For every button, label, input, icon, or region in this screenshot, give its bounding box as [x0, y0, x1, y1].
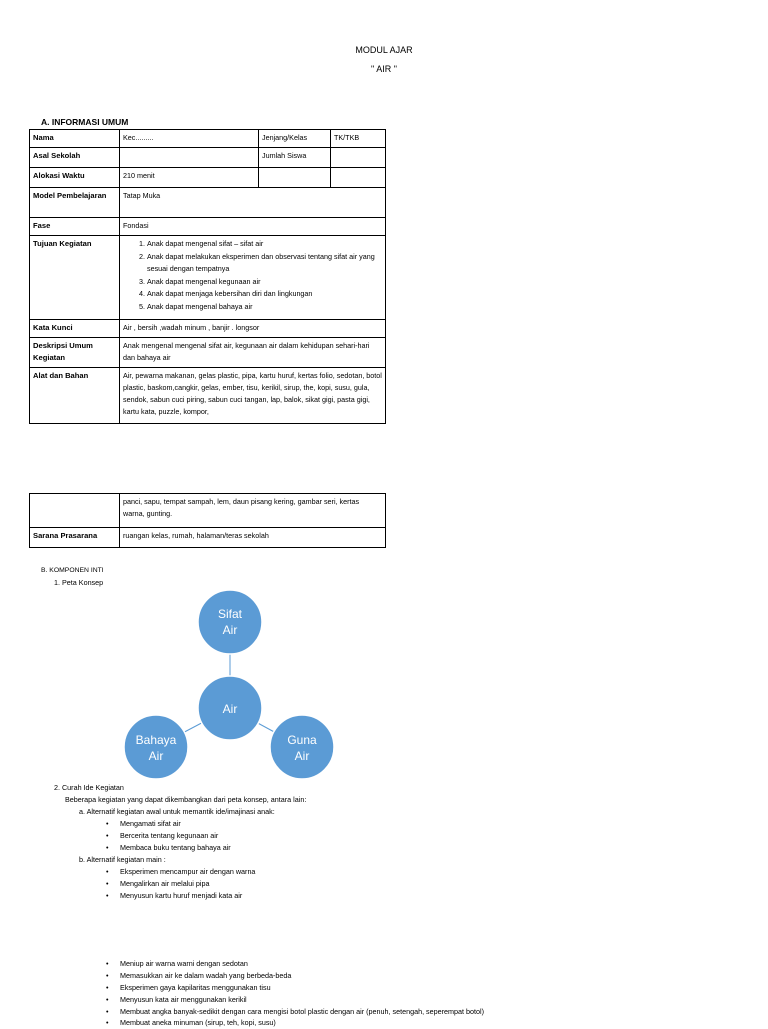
list-item: • Eksperimen mencampur air dengan warna	[106, 867, 256, 876]
section-a-heading: A. INFORMASI UMUM	[41, 117, 129, 127]
document-subtitle: " AIR "	[371, 64, 397, 74]
kata-kunci-label: Kata Kunci	[30, 320, 120, 338]
model-value: Tatap Muka	[120, 188, 386, 218]
fase-label: Fase	[30, 218, 120, 236]
alat-bahan-value: Air, pewarna makanan, gelas plastic, pipa, kartu huruf, kertas folio, sedotan, botol plastic, baskom,cangkir, gelas, ember, tisu, kerikil, sirup, the, kopi, susu, gula, sendok, sabun cuci piring, sabun cuci tangan, lap, balok, sikat gigi, pasta gigi, kartu kata, puzzle, kompor,	[120, 368, 386, 424]
tujuan-item: 1. Anak dapat mengenal sifat – sifat air	[147, 238, 382, 251]
sifat-air-node	[198, 590, 262, 654]
guna-air-node	[270, 715, 334, 779]
document-title: MODUL AJAR	[355, 45, 413, 55]
deskripsi-label: Deskripsi Umum Kegiatan	[30, 338, 120, 368]
list-item: • Menyusun kata air menggunakan kerikil	[106, 995, 247, 1004]
tujuan-item: 5. Anak dapat mengenal bahaya air	[147, 301, 382, 314]
bahaya-air-node	[124, 715, 188, 779]
tujuan-label: Tujuan Kegiatan	[30, 236, 120, 320]
list-item: • Eksperimen gaya kapilaritas menggunakan tisu	[106, 983, 271, 992]
node-label: Sifat	[217, 607, 243, 621]
list-item: • Menyusun kartu huruf menjadi kata air	[106, 891, 243, 900]
node-label: Air	[222, 702, 238, 716]
list-item: • Memasukkan air ke dalam wadah yang berbeda-beda	[106, 971, 292, 980]
list-item: • Membaca buku tentang bahaya air	[106, 843, 231, 852]
jumlah-siswa-label: Jumlah Siswa	[259, 148, 331, 168]
node-label: Air	[148, 749, 164, 763]
alokasi-waktu-value: 210 menit	[120, 168, 259, 188]
list-item: • Meniup air warna warni dengan sedotan	[106, 959, 248, 968]
alat-bahan-continued: panci, sapu, tempat sampah, lem, daun pisang kering, gambar seri, kertas warna, gunting.	[120, 494, 386, 528]
kata-kunci-value: Air , bersih ,wadah minum , banjir . longsor	[120, 320, 386, 338]
section-b-heading: B. KOMPONEN INTI	[41, 567, 104, 574]
fase-value: Fondasi	[120, 218, 386, 236]
alternatif-main-label: b. Alternatif kegiatan main :	[79, 855, 166, 864]
tujuan-item: 3. Anak dapat mengenal kegunaan air	[147, 276, 382, 289]
asal-sekolah-label: Asal Sekolah	[30, 148, 120, 168]
node-label: Guna	[287, 733, 317, 747]
peta-konsep-label: 1. Peta Konsep	[54, 578, 104, 587]
curah-ide-heading: 2. Curah Ide Kegiatan	[54, 783, 124, 792]
model-label: Model Pembelajaran	[30, 188, 120, 218]
list-item: • Bercerita tentang kegunaan air	[106, 831, 219, 840]
alokasi-waktu-label: Alokasi Waktu	[30, 168, 120, 188]
nama-value: Kec.........	[120, 130, 259, 148]
list-item: • Mengalirkan air melalui pipa	[106, 879, 210, 888]
tujuan-item: 4. Anak dapat menjaga kebersihan diri dan lingkungan	[147, 288, 382, 301]
sarana-label: Sarana Prasarana	[30, 528, 120, 548]
list-item: • Membuat angka banyak-sedikit dengan cara mengisi botol plastic dengan air (penuh, setengah, seperempat botol)	[106, 1007, 484, 1016]
alat-bahan-label: Alat dan Bahan	[30, 368, 120, 424]
node-label: Air	[294, 749, 310, 763]
jenjang-value: TK/TKB	[331, 130, 386, 148]
node-label: Air	[222, 623, 238, 637]
nama-label: Nama	[30, 130, 120, 148]
jenjang-label: Jenjang/Kelas	[259, 130, 331, 148]
list-item: • Membuat aneka minuman (sirup, teh, kopi, susu)	[106, 1018, 276, 1027]
deskripsi-value: Anak mengenal mengenal sifat air, kegunaan air dalam kehidupan sehari-hari dan bahaya air	[120, 338, 386, 368]
list-item: • Mengamati sifat air	[106, 819, 181, 828]
node-label: Bahaya	[135, 733, 177, 747]
alternatif-awal-label: a. Alternatif kegiatan awal untuk memantik ide/imajinasi anak:	[79, 807, 275, 816]
curah-ide-intro: Beberapa kegiatan yang dapat dikembangkan dari peta konsep, antara lain:	[65, 795, 307, 804]
sarana-value: ruangan kelas, rumah, halaman/teras sekolah	[120, 528, 386, 548]
tujuan-item: 2. Anak dapat melakukan eksperimen dan observasi tentang sifat air yang sesuai dengan tempatnya	[147, 251, 382, 276]
